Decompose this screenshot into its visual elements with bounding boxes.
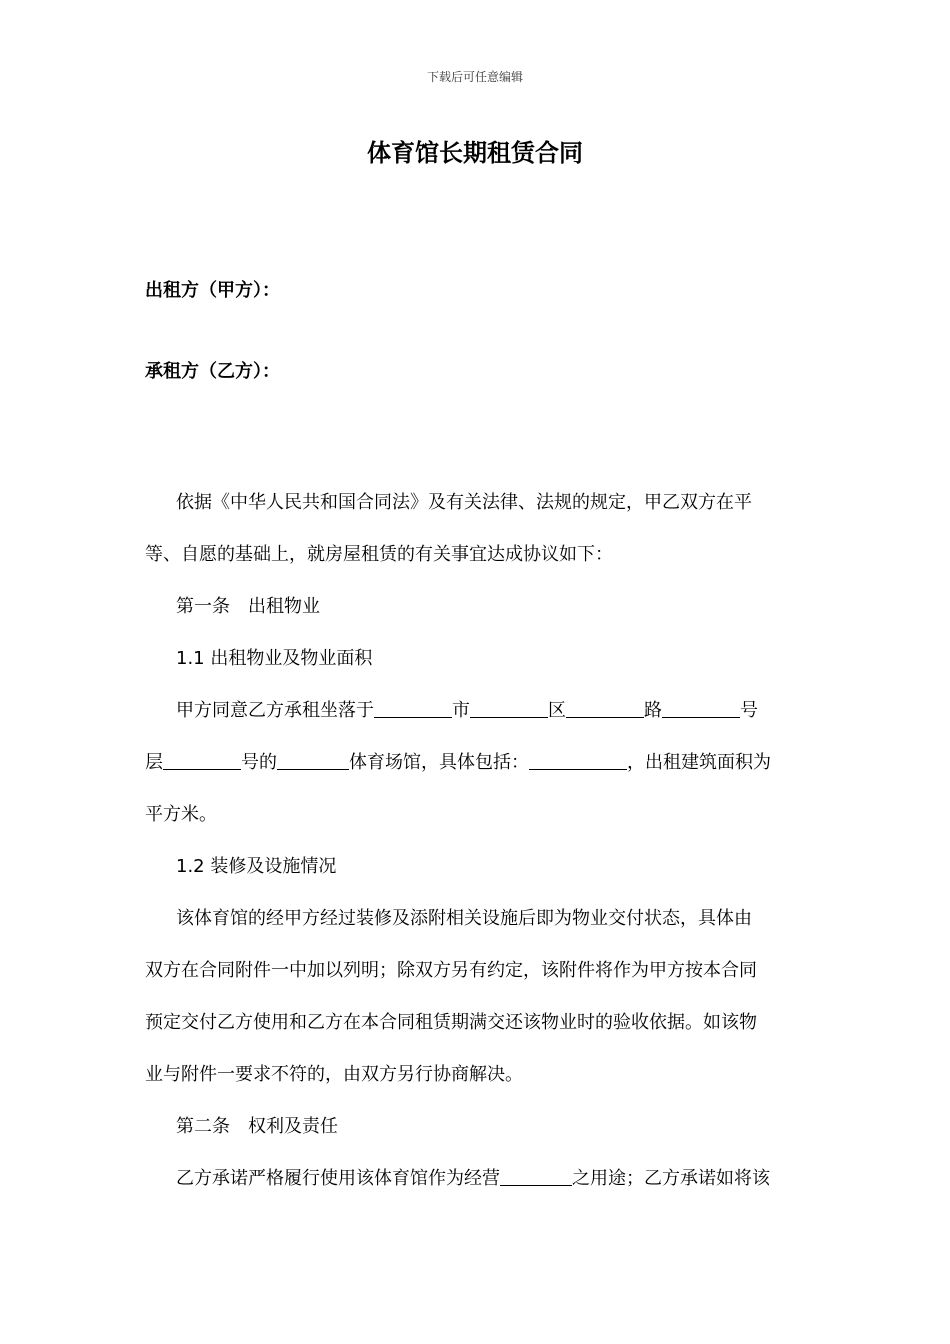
article-2-line-1: 乙方承诺严格履行使用该体育馆作为经营 之用途；乙方承诺如将该 <box>145 1153 807 1205</box>
section-1-2-line-2: 双方在合同附件一中加以列明；除双方另有约定，该附件将作为甲方按本合同 <box>145 960 757 981</box>
blank-number[interactable] <box>662 697 740 718</box>
document-title: 体育馆长期租赁合同 <box>367 139 583 167</box>
blank-floor[interactable] <box>163 749 241 770</box>
section-1-2-line-1: 该体育馆的经甲方经过装修及添附相关设施后即为物业交付状态，具体由 <box>176 908 752 929</box>
blank-road[interactable] <box>566 697 644 718</box>
blank-district[interactable] <box>470 697 548 718</box>
blank-includes[interactable] <box>529 749 627 770</box>
lessor-label: 出租方（甲方）： <box>145 280 280 301</box>
section-1-1-line-1: 甲方同意乙方承租坐落于 市 区 路 号 <box>145 685 807 737</box>
blank-venue[interactable] <box>277 749 349 770</box>
section-1-2-line-3: 预定交付乙方使用和乙方在本合同租赁期满交还该物业时的验收依据。如该物 <box>145 1012 757 1033</box>
section-1-2-line-4: 业与附件一要求不符的，由双方另行协商解决。 <box>145 1064 523 1085</box>
contract-body <box>145 477 807 1205</box>
blank-business-use[interactable] <box>500 1165 572 1186</box>
section-1-2-heading: 1.2 装修及设施情况 <box>176 856 337 877</box>
intro-line-1: 依据《中华人民共和国合同法》及有关法律、法规的规定，甲乙双方在平 <box>176 492 752 513</box>
section-1-1-line-2: 层 号的 体育场馆，具体包括： ，出租建筑面积为 <box>145 737 807 789</box>
blank-city[interactable] <box>374 697 452 718</box>
header-watermark: 下载后可任意编辑 <box>426 70 523 84</box>
article-1-heading: 第一条 出租物业 <box>176 596 320 617</box>
section-1-1-heading: 1.1 出租物业及物业面积 <box>176 648 373 669</box>
lessee-label: 承租方（乙方）： <box>145 361 280 382</box>
section-1-1-line-3: 平方米。 <box>145 804 217 825</box>
intro-line-2: 等、自愿的基础上，就房屋租赁的有关事宜达成协议如下： <box>145 544 613 565</box>
article-2-heading: 第二条 权利及责任 <box>176 1116 338 1137</box>
